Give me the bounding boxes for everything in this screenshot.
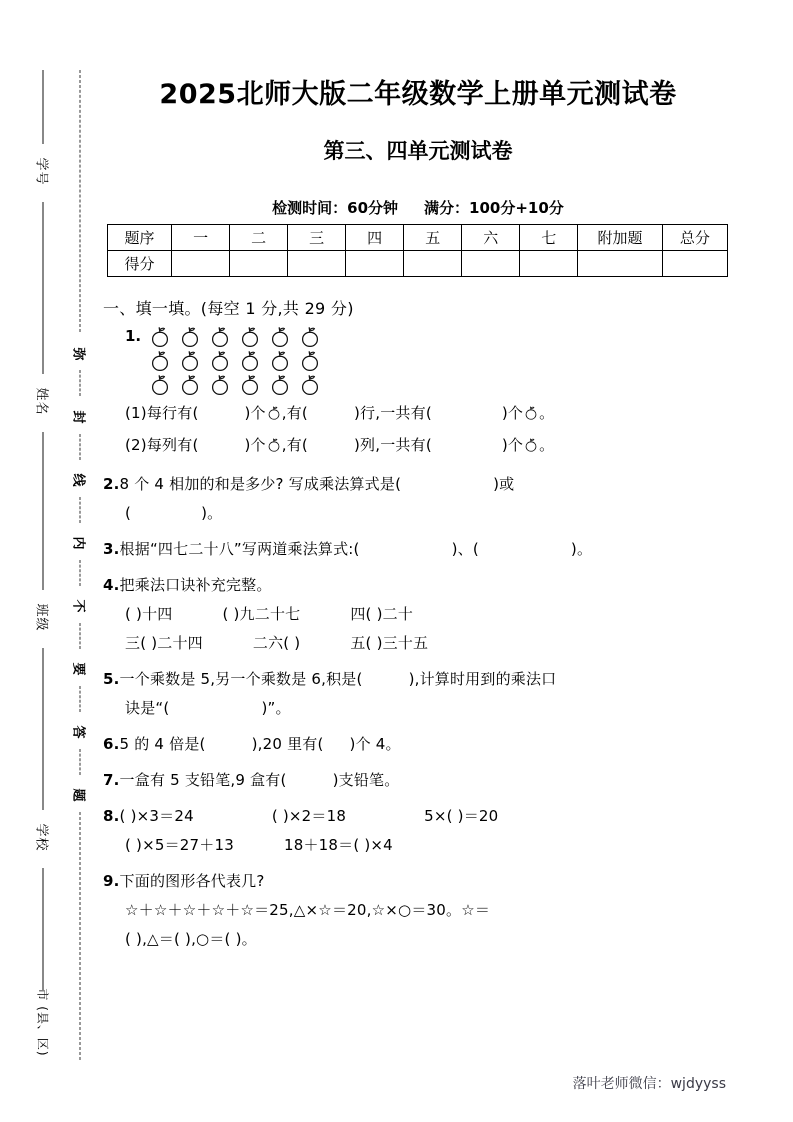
seal-label-student-id: 学号 bbox=[33, 157, 49, 186]
seal-inner-char-1: 弥 bbox=[70, 347, 86, 362]
footer-watermark: 落叶老师微信：wjdyyss bbox=[572, 1076, 726, 1092]
q9-op-2: ＋ bbox=[167, 901, 183, 919]
apple-icon bbox=[238, 373, 262, 402]
score-col-bonus: 附加题 bbox=[578, 225, 662, 251]
q4-r1-c2: ( )九二十七 bbox=[222, 605, 301, 623]
question-2-number: 2. bbox=[103, 475, 120, 493]
question-7 bbox=[103, 766, 733, 795]
q8-r2-c1: ( )×5＝27＋13 bbox=[125, 836, 234, 854]
q1-l1-suffix: 。 bbox=[539, 404, 555, 422]
seal-label-class: 班级 bbox=[33, 603, 49, 632]
question-1-line-2 bbox=[103, 431, 733, 463]
q4-prompt: 把乘法口诀补充完整。 bbox=[119, 576, 272, 594]
q3-text-c: )。 bbox=[570, 540, 593, 558]
q8-r2-c2: 18＋18＝( )×4 bbox=[283, 836, 393, 854]
seal-dash-8 bbox=[80, 749, 81, 775]
q9-op-6: × bbox=[385, 901, 399, 919]
q1-l1-mid1: )个 bbox=[244, 404, 266, 422]
exam-meta bbox=[108, 197, 728, 218]
question-4-row-2 bbox=[103, 629, 733, 658]
triangle-icon: △ bbox=[293, 901, 306, 919]
apple-icon bbox=[266, 407, 282, 425]
seal-inner-char-8: 题 bbox=[70, 788, 86, 803]
question-4-row-1 bbox=[103, 600, 733, 629]
apple-icon bbox=[266, 439, 282, 457]
q6-text-b: ),20 里有( bbox=[251, 735, 324, 753]
apple-row bbox=[148, 349, 733, 373]
page-title: 2025北师大版二年级数学上册单元测试卷 bbox=[159, 79, 677, 110]
q5-text-b: ),计算时用到的乘法口 bbox=[408, 670, 557, 688]
seal-dash-4 bbox=[80, 497, 81, 523]
seal-rule-o1 bbox=[43, 70, 44, 144]
q4-r2-c1: 三( )二十四 bbox=[125, 634, 203, 652]
star-icon: ☆ bbox=[125, 901, 139, 919]
star-icon: ☆ bbox=[461, 901, 475, 919]
exam-duration: 检测时间：60分钟 bbox=[272, 199, 399, 217]
table-row-header bbox=[108, 225, 728, 251]
q6-text-c: )个 4。 bbox=[349, 735, 401, 753]
question-3-number: 3. bbox=[103, 540, 120, 558]
q9-prompt: 下面的图形各代表几? bbox=[119, 872, 265, 890]
seal-rule-o4 bbox=[43, 648, 44, 810]
question-6-number: 6. bbox=[103, 735, 120, 753]
seal-dash-6 bbox=[80, 623, 81, 649]
apple-grid bbox=[125, 325, 733, 397]
q1-l1-mid4: )个 bbox=[501, 404, 524, 422]
q1-l2-mid3: )列,一共有( bbox=[354, 436, 432, 454]
q9-op-1: ＋ bbox=[138, 901, 154, 919]
question-4-number: 4. bbox=[103, 576, 120, 594]
q9-eq-2-result: ＝20, bbox=[331, 901, 372, 919]
q4-r1-c1: ( )十四 bbox=[125, 605, 173, 623]
score-col-5: 五 bbox=[404, 225, 462, 251]
triangle-icon: △ bbox=[147, 930, 159, 948]
q2-text-c: ( bbox=[125, 504, 132, 522]
q1-l2-mid1: )个 bbox=[244, 436, 266, 454]
star-icon: ☆ bbox=[371, 901, 386, 919]
score-col-total: 总分 bbox=[662, 225, 727, 251]
question-5-number: 5. bbox=[103, 670, 120, 688]
question-2-line-2 bbox=[103, 499, 733, 528]
q1-l1-mid3: )行,一共有( bbox=[354, 404, 432, 422]
star-icon: ☆ bbox=[240, 901, 255, 919]
question-4 bbox=[103, 571, 733, 600]
q8-r1-c3: 5×( )＝20 bbox=[424, 807, 499, 825]
q8-r1-c2: ( )×2＝18 bbox=[271, 807, 347, 825]
q8-r1-c1: ( )×3＝24 bbox=[119, 807, 194, 825]
q9-op-7: ＝ bbox=[474, 901, 491, 919]
q7-text-a: 一盒有 5 支铅笔,9 盒有( bbox=[119, 771, 287, 789]
circle-icon: ○ bbox=[398, 901, 412, 919]
seal-dash-9 bbox=[80, 812, 81, 1060]
seal-inner-char-6: 要 bbox=[70, 662, 86, 677]
question-8-number: 8. bbox=[103, 807, 120, 825]
seal-margin-inner bbox=[62, 70, 98, 1060]
question-1-line-1 bbox=[103, 399, 733, 431]
q3-text-b: )、( bbox=[451, 540, 479, 558]
question-9 bbox=[103, 867, 733, 896]
question-9-answers bbox=[103, 925, 733, 954]
seal-inner-char-5: 不 bbox=[70, 599, 86, 614]
q7-text-b: )支铅笔。 bbox=[332, 771, 400, 789]
q9-ans-circle: ＝( )。 bbox=[209, 930, 257, 948]
q9-op-4: ＋ bbox=[225, 901, 241, 919]
star-icon: ☆ bbox=[153, 901, 168, 919]
q9-ans-triangle: ＝( ), bbox=[158, 930, 197, 948]
score-cell-bonus[interactable] bbox=[578, 251, 662, 277]
q6-text-a: 5 的 4 倍是( bbox=[119, 735, 206, 753]
page-subtitle: 第三、四单元测试卷 bbox=[323, 139, 513, 163]
apple-icon bbox=[268, 373, 292, 402]
q9-op-5: × bbox=[305, 901, 319, 919]
seal-inner-char-2: 封 bbox=[70, 410, 86, 425]
seal-label-name: 姓名 bbox=[33, 387, 49, 416]
circle-icon: ○ bbox=[196, 930, 210, 948]
apple-icon bbox=[208, 373, 232, 402]
q5-text-d: )”。 bbox=[261, 699, 291, 717]
q9-ans-star: ( ), bbox=[125, 930, 148, 948]
q9-eq-1-result: ＝25, bbox=[254, 901, 294, 919]
apple-icon bbox=[523, 407, 539, 425]
score-col-6: 六 bbox=[462, 225, 520, 251]
score-col-4: 四 bbox=[346, 225, 404, 251]
q9-eq-3-result: ＝30。 bbox=[411, 901, 462, 919]
question-5 bbox=[103, 665, 733, 694]
q1-l2-mid2: ,有( bbox=[281, 436, 308, 454]
q5-text-c: 诀是“( bbox=[125, 699, 170, 717]
score-col-2: 二 bbox=[230, 225, 288, 251]
q5-text-a: 一个乘数是 5,另一个乘数是 6,积是( bbox=[119, 670, 363, 688]
question-8 bbox=[103, 802, 733, 831]
score-col-1: 一 bbox=[172, 225, 230, 251]
score-cell-4[interactable] bbox=[346, 251, 404, 277]
question-8-row-2 bbox=[103, 831, 733, 860]
seal-margin-outer bbox=[26, 70, 60, 1060]
q2-text-b: )或 bbox=[493, 475, 515, 493]
score-cell-total[interactable] bbox=[662, 251, 727, 277]
q4-r2-c2: 二六( ) bbox=[252, 634, 301, 652]
apple-icon bbox=[523, 439, 539, 457]
score-cell-1[interactable] bbox=[172, 251, 230, 277]
q1-l2-mid4: )个 bbox=[501, 436, 524, 454]
q2-text-a: 8 个 4 相加的和是多少? 写成乘法算式是( bbox=[119, 475, 402, 493]
star-icon: ☆ bbox=[318, 901, 332, 919]
question-6 bbox=[103, 730, 733, 759]
q1-l2-prefix: (2)每列有( bbox=[125, 436, 199, 454]
seal-rule-o3 bbox=[43, 432, 44, 590]
score-cell-2[interactable] bbox=[230, 251, 288, 277]
question-7-number: 7. bbox=[103, 771, 120, 789]
q1-l1-mid2: ,有( bbox=[281, 404, 308, 422]
seal-dash-2 bbox=[80, 370, 81, 396]
question-5-line-2 bbox=[103, 694, 733, 723]
seal-rule-o2 bbox=[43, 202, 44, 374]
q1-l1-prefix: (1)每行有( bbox=[125, 404, 199, 422]
question-1-number: 1. bbox=[125, 327, 142, 345]
score-table-row-label-1: 题序 bbox=[108, 225, 172, 251]
seal-inner-char-3: 线 bbox=[70, 473, 86, 488]
question-2 bbox=[103, 470, 733, 499]
score-col-7: 七 bbox=[520, 225, 578, 251]
table-row-scores bbox=[108, 251, 728, 277]
score-table bbox=[107, 224, 728, 277]
seal-dash-7 bbox=[80, 686, 81, 712]
seal-dash-5 bbox=[80, 560, 81, 586]
score-cell-3[interactable] bbox=[288, 251, 346, 277]
score-col-3: 三 bbox=[288, 225, 346, 251]
apple-icon bbox=[178, 373, 202, 402]
q4-r2-c3: 五( )三十五 bbox=[350, 634, 429, 652]
score-cell-7[interactable] bbox=[520, 251, 578, 277]
question-1 bbox=[103, 325, 733, 397]
apple-row bbox=[148, 373, 733, 397]
seal-rule-o5 bbox=[43, 868, 44, 990]
star-icon: ☆ bbox=[182, 901, 197, 919]
question-9-equations bbox=[103, 896, 733, 925]
apple-icon bbox=[298, 373, 322, 402]
q1-l2-suffix: 。 bbox=[539, 436, 555, 454]
seal-label-school: 学校 bbox=[33, 823, 49, 852]
exam-body bbox=[103, 296, 733, 954]
q9-op-3: ＋ bbox=[196, 901, 212, 919]
score-table-row-label-2: 得分 bbox=[108, 251, 172, 277]
score-cell-6[interactable] bbox=[462, 251, 520, 277]
seal-label-district: 市 (县、区) bbox=[35, 988, 50, 1057]
seal-dash-1 bbox=[80, 70, 81, 332]
question-3 bbox=[103, 535, 733, 564]
question-9-number: 9. bbox=[103, 872, 120, 890]
seal-inner-char-7: 答 bbox=[70, 725, 86, 740]
star-icon: ☆ bbox=[211, 901, 226, 919]
score-cell-5[interactable] bbox=[404, 251, 462, 277]
exam-total-score: 满分：100分+10分 bbox=[424, 199, 564, 217]
q3-text-a: 根据“四七二十八”写两道乘法算式:( bbox=[119, 540, 360, 558]
q4-r1-c3: 四( )二十 bbox=[350, 605, 414, 623]
apple-icon bbox=[148, 373, 172, 402]
section-one-heading: 一、填一填。(每空 1 分,共 29 分) bbox=[103, 299, 354, 318]
apple-row bbox=[148, 325, 733, 349]
seal-inner-char-4: 内 bbox=[70, 536, 86, 551]
q2-text-d: )。 bbox=[201, 504, 223, 522]
seal-dash-3 bbox=[80, 434, 81, 460]
